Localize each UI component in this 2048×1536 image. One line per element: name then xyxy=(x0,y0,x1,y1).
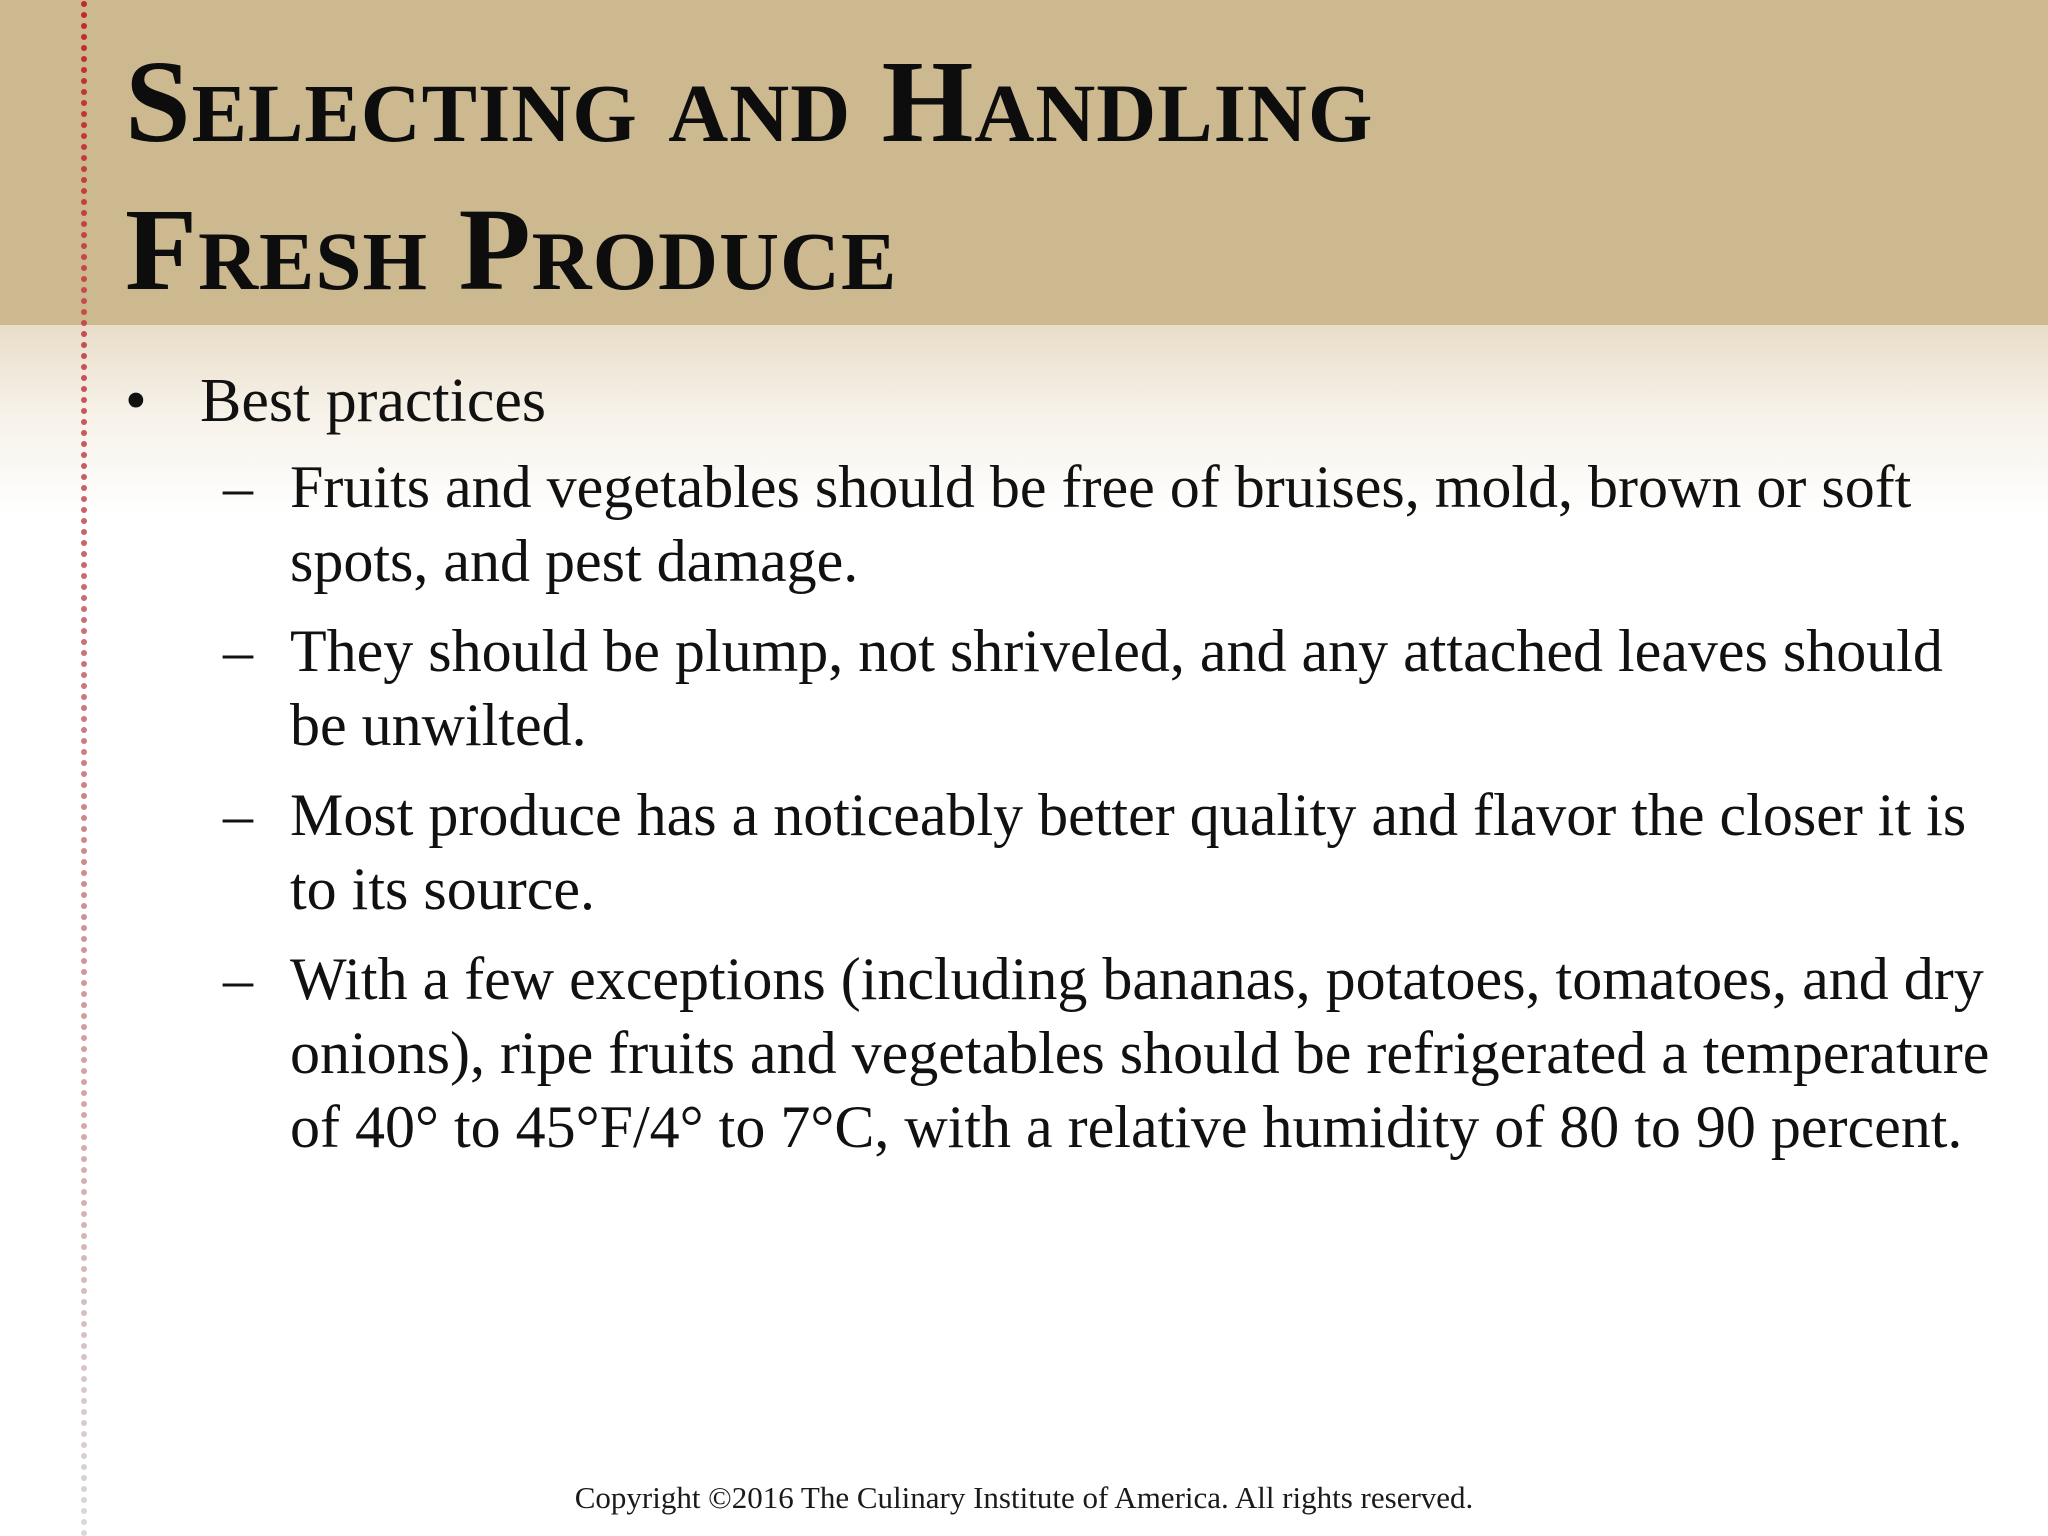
rule-dot xyxy=(81,1321,87,1327)
rule-dot xyxy=(81,12,87,18)
rule-dot xyxy=(81,1530,87,1536)
rule-dot xyxy=(81,562,87,568)
rule-dot xyxy=(81,166,87,172)
rule-dot xyxy=(81,1277,87,1283)
rule-dot xyxy=(81,1288,87,1294)
rule-dot xyxy=(81,254,87,260)
rule-dot xyxy=(81,1420,87,1426)
rule-dot xyxy=(81,639,87,645)
rule-dot xyxy=(81,716,87,722)
rule-dot xyxy=(81,1266,87,1272)
rule-dot xyxy=(81,771,87,777)
rule-dot xyxy=(81,1134,87,1140)
rule-dot xyxy=(81,859,87,865)
rule-dot xyxy=(81,386,87,392)
rule-dot xyxy=(81,584,87,590)
rule-dot xyxy=(81,672,87,678)
slide-content xyxy=(125,360,1990,1180)
rule-dot xyxy=(81,1255,87,1261)
rule-dot xyxy=(81,265,87,271)
rule-dot xyxy=(81,991,87,997)
rule-dot xyxy=(81,45,87,51)
rule-dot xyxy=(81,749,87,755)
rule-dot xyxy=(81,56,87,62)
rule-dot xyxy=(81,1035,87,1041)
rule-dot xyxy=(81,276,87,282)
rule-dot xyxy=(81,760,87,766)
rule-dot xyxy=(81,683,87,689)
rule-dot xyxy=(81,1046,87,1052)
sub-bullet-marker: – xyxy=(223,618,253,684)
rule-dot xyxy=(81,1519,87,1525)
rule-dot xyxy=(81,738,87,744)
rule-dot xyxy=(81,540,87,546)
dotted-rule xyxy=(80,0,88,1536)
bullet-marker: • xyxy=(125,367,147,435)
rule-dot xyxy=(81,1189,87,1195)
rule-dot xyxy=(81,155,87,161)
copyright-footer: Copyright ©2016 The Culinary Institute of America. All rights reserved. xyxy=(574,1480,1474,1515)
rule-dot xyxy=(81,1156,87,1162)
rule-dot xyxy=(81,1112,87,1118)
rule-dot xyxy=(81,342,87,348)
rule-dot xyxy=(81,595,87,601)
sub-bullet-marker: – xyxy=(223,946,253,1012)
rule-dot xyxy=(81,34,87,40)
rule-dot xyxy=(81,331,87,337)
rule-dot xyxy=(81,100,87,106)
rule-dot xyxy=(81,1123,87,1129)
main-bullet xyxy=(125,360,1925,442)
rule-dot xyxy=(81,1090,87,1096)
rule-dot xyxy=(81,199,87,205)
rule-dot xyxy=(81,1354,87,1360)
sub-bullet-4 xyxy=(125,942,1990,1164)
slide-title-line-1: Selecting and Handling xyxy=(125,36,1374,167)
sub-bullet-2 xyxy=(125,614,1990,762)
rule-dot xyxy=(81,1167,87,1173)
rule-dot xyxy=(81,23,87,29)
rule-dot xyxy=(81,507,87,513)
rule-dot xyxy=(81,1442,87,1448)
rule-dot xyxy=(81,122,87,128)
rule-dot xyxy=(81,210,87,216)
rule-dot xyxy=(81,870,87,876)
rule-dot xyxy=(81,980,87,986)
rule-dot xyxy=(81,628,87,634)
rule-dot xyxy=(81,1145,87,1151)
rule-dot xyxy=(81,419,87,425)
rule-dot xyxy=(81,243,87,249)
rule-dot xyxy=(81,573,87,579)
rule-dot xyxy=(81,1431,87,1437)
rule-dot xyxy=(81,441,87,447)
rule-dot xyxy=(81,936,87,942)
rule-dot xyxy=(81,144,87,150)
rule-dot xyxy=(81,848,87,854)
rule-dot xyxy=(81,914,87,920)
rule-dot xyxy=(81,67,87,73)
rule-dot xyxy=(81,232,87,238)
rule-dot xyxy=(81,320,87,326)
sub-bullet-text: They should be plump, not shriveled, and any attached leaves should be unwilted. xyxy=(290,618,1943,758)
rule-dot xyxy=(81,529,87,535)
rule-dot xyxy=(81,661,87,667)
main-bullet-text: Best practices xyxy=(200,367,547,435)
rule-dot xyxy=(81,221,87,227)
rule-dot xyxy=(81,947,87,953)
rule-dot xyxy=(81,881,87,887)
rule-dot xyxy=(81,650,87,656)
rule-dot xyxy=(81,397,87,403)
rule-dot xyxy=(81,1013,87,1019)
rule-dot xyxy=(81,826,87,832)
rule-dot xyxy=(81,1079,87,1085)
rule-dot xyxy=(81,617,87,623)
rule-dot xyxy=(81,1299,87,1305)
rule-dot xyxy=(81,496,87,502)
rule-dot xyxy=(81,111,87,117)
rule-dot xyxy=(81,1233,87,1239)
rule-dot xyxy=(81,705,87,711)
rule-dot xyxy=(81,903,87,909)
rule-dot xyxy=(81,1343,87,1349)
rule-dot xyxy=(81,1200,87,1206)
dotted-rule-graphic xyxy=(80,0,88,1536)
rule-dot xyxy=(81,1409,87,1415)
rule-dot xyxy=(81,133,87,139)
sub-bullet-1 xyxy=(125,450,1990,598)
rule-dot xyxy=(81,309,87,315)
rule-dot xyxy=(81,815,87,821)
rule-dot xyxy=(81,375,87,381)
sub-bullet-3 xyxy=(125,778,1990,926)
rule-dot xyxy=(81,287,87,293)
rule-dot xyxy=(81,551,87,557)
rule-dot xyxy=(81,1244,87,1250)
rule-dot xyxy=(81,1024,87,1030)
slide-title-line-2: Fresh Produce xyxy=(125,184,898,315)
rule-dot xyxy=(81,408,87,414)
rule-dot xyxy=(81,78,87,84)
rule-dot xyxy=(81,463,87,469)
rule-dot xyxy=(81,1222,87,1228)
sub-bullet-text: Fruits and vegetables should be free of bruises, mold, brown or soft spots, and pest damage. xyxy=(290,454,1912,594)
sub-bullet-text: Most produce has a noticeably better quality and flavor the closer it is to its source. xyxy=(290,782,1967,922)
slide-title xyxy=(125,28,1925,324)
rule-dot xyxy=(81,474,87,480)
rule-dot xyxy=(81,925,87,931)
sub-bullet-list xyxy=(125,450,1990,1164)
rule-dot xyxy=(81,1365,87,1371)
rule-dot xyxy=(81,188,87,194)
rule-dot xyxy=(81,782,87,788)
rule-dot xyxy=(81,1464,87,1470)
sub-bullet-marker: – xyxy=(223,454,253,520)
rule-dot xyxy=(81,1068,87,1074)
rule-dot xyxy=(81,1453,87,1459)
rule-dot xyxy=(81,606,87,612)
sub-bullet-marker: – xyxy=(223,782,253,848)
rule-dot xyxy=(81,1398,87,1404)
rule-dot xyxy=(81,1332,87,1338)
rule-dot xyxy=(81,353,87,359)
rule-dot xyxy=(81,1387,87,1393)
rule-dot xyxy=(81,1101,87,1107)
rule-dot xyxy=(81,1,87,7)
rule-dot xyxy=(81,837,87,843)
rule-dot xyxy=(81,485,87,491)
rule-dot xyxy=(81,892,87,898)
rule-dot xyxy=(81,364,87,370)
rule-dot xyxy=(81,727,87,733)
rule-dot xyxy=(81,452,87,458)
rule-dot xyxy=(81,804,87,810)
rule-dot xyxy=(81,177,87,183)
rule-dot xyxy=(81,1376,87,1382)
rule-dot xyxy=(81,1178,87,1184)
rule-dot xyxy=(81,793,87,799)
rule-dot xyxy=(81,298,87,304)
rule-dot xyxy=(81,969,87,975)
rule-dot xyxy=(81,1002,87,1008)
rule-dot xyxy=(81,958,87,964)
rule-dot xyxy=(81,1211,87,1217)
rule-dot xyxy=(81,1057,87,1063)
rule-dot xyxy=(81,1310,87,1316)
rule-dot xyxy=(81,89,87,95)
rule-dot xyxy=(81,518,87,524)
rule-dot xyxy=(81,430,87,436)
rule-dot xyxy=(81,694,87,700)
sub-bullet-text: With a few exceptions (including bananas, potatoes, tomatoes, and dry onions), ripe fruits and vegetables should be refrigerated a temperature of 40° to 45°F/4° to 7°C, with a relative humidity of 80 to 90 percent. xyxy=(290,946,1990,1160)
